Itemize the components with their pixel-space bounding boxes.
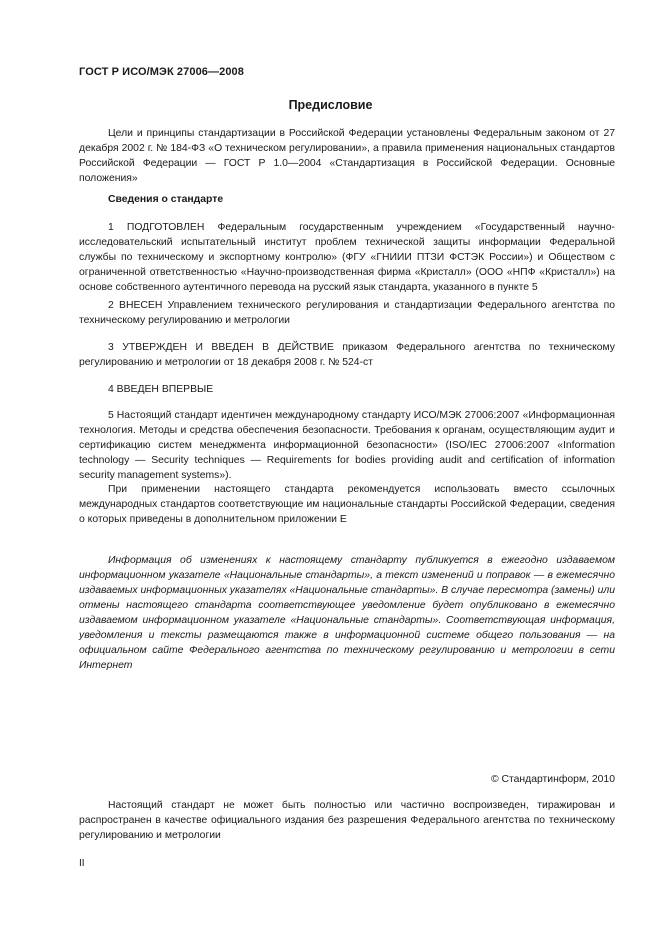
item-1-paragraph: 1 ПОДГОТОВЛЕН Федеральным государственным учреждением «Государственный научно-исследовательский испытательный институт проблем технической защиты информации Федеральной службы по техническому и экспортному контролю» (ФГУ «ГНИИИ ПТЗИ ФСТЭК России») и Обществом с ограниченной ответственностью «Научно-производственная фирма «Кристалл» (ООО «НПФ «Кристалл») на основе собственного аутентичного перевода на русский язык стандарта, указанного в пункте 5 [79, 222, 615, 293]
intro-paragraph: Цели и принципы стандартизации в Российской Федерации установлены Федеральным законом от 27 декабря 2002 г. № 184-ФЗ «О техническом регулировании», а правила применения национальных стандартов Российской Федерации — ГОСТ Р 1.0—2004 «Стандартизация в Российской Федерации. Основные положения» [79, 128, 615, 184]
section-title: Сведения о стандарте [108, 194, 224, 205]
copyright-line: © Стандартинформ, 2010 [490, 774, 615, 785]
standard-header: ГОСТ Р ИСО/МЭК 27006—2008 [79, 66, 244, 78]
item-4-paragraph: 4 ВВЕДЕН ВПЕРВЫЕ [108, 384, 214, 395]
legal-paragraph: Настоящий стандарт не может быть полностью или частично воспроизведен, тиражирован и распространен в качестве официального издания без разрешения Федерального агентства по техническому регулированию и метрологии [79, 800, 615, 841]
item-2-paragraph: 2 ВНЕСЕН Управлением технического регулирования и стандартизации Федерального агентства по техническому регулированию и метрологии [79, 300, 615, 326]
notice-paragraph: Информация об изменениях к настоящему стандарту публикуется в ежегодно издаваемом информационном указателе «Национальные стандарты», а текст изменений и поправок — в ежемесячно издаваемых информационных указателях «Национальные стандарты». В случае пересмотра (замены) или отмены настоящего стандарта соответствующее уведомление будет опубликовано в ежемесячно издаваемом информационном указателе «Национальные стандарты». Соответствующая информация, уведомления и тексты размещаются также в информационной системе общего пользования — на официальном сайте Федерального агентства по техническому регулированию и метрологии в сети Интернет [79, 555, 615, 671]
item-3-paragraph: 3 УТВЕРЖДЕН И ВВЕДЕН В ДЕЙСТВИЕ приказом Федерального агентства по техническому регулированию и метрологии от 18 декабря 2008 г. № 524-ст [79, 342, 615, 368]
item-5-paragraph: 5 Настоящий стандарт идентичен международному стандарту ИСО/МЭК 27006:2007 «Информационная технология. Методы и средства обеспечения безопасности. Требования к органам, осуществляющим аудит и сертификацию систем менеджмента информационной безопасности» (ISO/IEC 27006:2007 «Information technology — Security techniques — Requirements for bodies providing audit and certification of information security management systems»). [79, 410, 615, 481]
references-paragraph: При применении настоящего стандарта рекомендуется использовать вместо ссылочных международных стандартов соответствующие им национальные стандарты Российской Федерации, сведения о которых приведены в дополнительном приложении Е [79, 484, 615, 525]
page-title: Предисловие [288, 98, 373, 112]
page-number: II [79, 858, 85, 869]
